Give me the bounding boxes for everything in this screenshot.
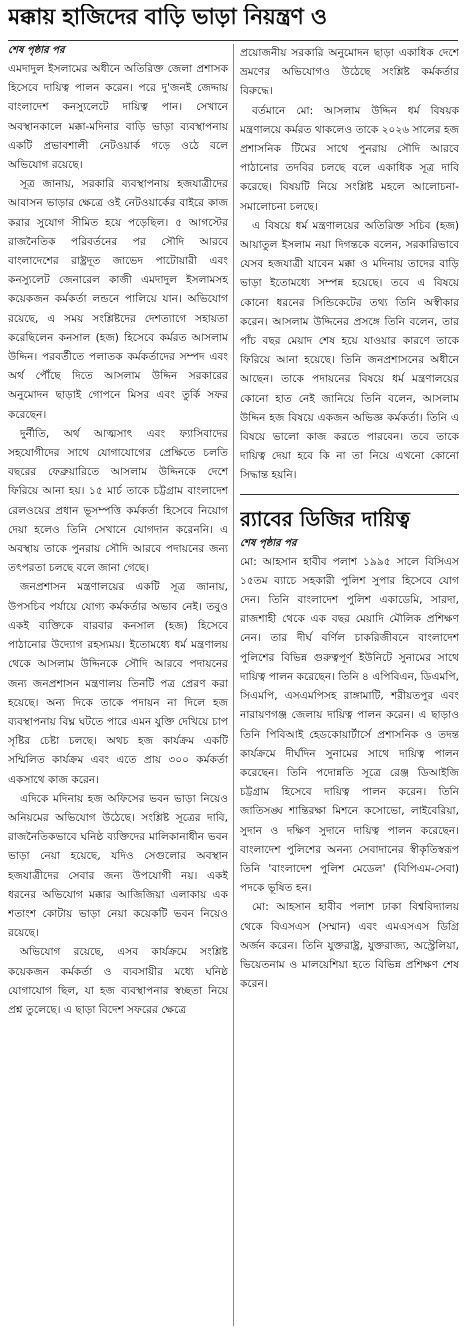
- sub-body-paragraph: মো: আহসান হাবীব পলাশ ১৯৯৫ সালে বিসিএস ১৫তম ব্যাচে সহকারী পুলিশ সুপার হিসেবে যোগ দেন। তিনি বাংলাদেশ পুলিশ একাডেমি, সারদা, রাজশাহী থেকে এক বছর মেয়াদি মৌলিক প্রশিক্ষণ নেন। তার দীর্ঘ বর্ণিল চাকরিজীবনে বাংলাদেশ পুলিশের বিভিন্ন গুরুত্বপূর্ণ ইউনিটে সুনামের সাথে দায়িত্ব পালন করেছেন। তিনি ৪ এপিবিএন, ডিএমপি, সিএমপি, এসএমপিসহ রাঙ্গামাটি, শরীয়তপুর এবং নারায়ণগঞ্জ জেলায় দায়িত্ব পালন করেন। এ ছাড়াও তিনি পিবিআই হেডকোয়ার্টার্সে প্রশাসনিক ও তদন্ত কার্যক্রমে দীর্ঘদিন সুনামের সাথে দায়িত্ব পালন করেছেন। তিনি পদোন্নতি সূত্রে রেঞ্জ ডিআইজি চট্টগ্রাম হিসেবে দায়িত্ব পালন করেন। তিনি জাতিসঙ্ঘ শান্তিরক্ষা মিশনে কসোভো, লাইবেরিয়া, সুদান ও দক্ষিণ সুদানে দায়িত্ব পালন করেছেন। বাংলাদেশ পুলিশের অনন্য সেবাদানের স্বীকৃতিস্বরূপ তিনি 'বাংলাদেশ পুলিশ মেডেল' (বিপিএম-সেবা) পদকে ভূষিত হন।: [240, 555, 459, 895]
- body-paragraph: জনপ্রশাসন মন্ত্রণালয়ের একটি সূত্র জানায়, উপসচিব পর্যায়ে যোগ্য কর্মকর্তার অভাব নেই। তবুও একই ব্যক্তিকে বারবার কনসাল (হজ) হিসেবে পাঠানোর উদ্যোগ রহস্যময়। ইতোমধ্যে ধর্ম মন্ত্রণালয় থেকে আসলাম উদ্দিনকে সৌদি আরবে পদায়নের জন্য জনপ্রশাসন মন্ত্রণালয় তিনটি পত্র প্রেরণ করা হয়েছে। অন্য দিকে তাকে পদায়ন না দিলে হজ ব্যবস্থাপনায় বিঘ্ন ঘটতে পারে এমন যুক্তি দেখিয়ে চাপ সৃষ্টির চেষ্টা চলছে। অথচ হজ কার্যক্রম একটি সম্মিলিত কার্যক্রম এবং এতে প্রায় ৩০০ কর্মকর্তা একসাথে কাজ করেন।: [8, 581, 228, 786]
- body-paragraph: এমদাদুল ইসলামের অধীনে অতিরিক্ত জেলা প্রশাসক হিসেবে দায়িত্ব পালন করেন। পরে দু'জনই জেদ্দায় বাংলাদেশ কনস্যুলেটে দায়িত্ব পান। সেখানে অবস্থানকালে মক্কা-মদিনার বাড়ি ভাড়া ব্যবস্থাপনায় একটি প্রভাবশালী নেটওয়ার্ক গড়ে ওঠে বলে অভিযোগ রয়েছে।: [8, 63, 228, 172]
- body-paragraph: এ বিষয়ে ধর্ম মন্ত্রণালয়ের অতিরিক্ত সচিব (হজ) আয়াতুল ইসলাম নয়া দিগন্তকে বলেন, সরকারিভাবে যেসব হজযাত্রী যাবেন মক্কা ও মদিনায় তাদের বাড়ি ভাড়া ইতোমধ্যে সম্পন্ন হয়েছে। তবে এ বিষয়ে কোনো ধরনের সিন্ডিকেটের তথ্য তিনি অস্বীকার করেন। আসলাম উদ্দিনের প্রসঙ্গে তিনি বলেন, তার পাঁচ বছর মেয়াদ শেষ হয়ে যাওয়ার কারণে তাকে ফিরিয়ে আনা হয়েছে। তিনি জনপ্রশাসনের অধীনে আছেন। তাকে পদায়নের বিষয়ে ধর্ম মন্ত্রণালয়ের কোনো হাত নেই জানিয়ে তিনি বলেন, আসলাম উদ্দিন হজ বিষয়ে একজন অভিজ্ঞ কর্মকর্তা। তিনি এ বিষয়ে ভালো কাজ করতে পারবেন। তবে তাকে দায়িত্ব দেয়া হবে কি না তা নিয়ে এখনো কোনো সিদ্ধান্ত হয়নি।: [240, 219, 459, 482]
- sub-article-divider: [240, 494, 459, 495]
- body-paragraph: প্রয়োজনীয় সরকারি অনুমোদন ছাড়া একাধিক দেশে ভ্রমণের অভিযোগও উঠেছে সংশ্লিষ্ট কর্মকর্তার বিরুদ্ধে।: [240, 47, 459, 98]
- sub-article-byline: শেষ পৃষ্ঠার পর: [240, 537, 297, 549]
- sub-body-paragraph: মো: আহসান হাবীব পলাশ ঢাকা বিশ্ববিদ্যালয় থেকে বিএসএস (সম্মান) এবং এমএসএস ডিগ্রি অর্জন করেন। তিনি যুক্তরাষ্ট্র, যুক্তরাজ্য, অস্ট্রেলিয়া, ভিয়েতনাম ও মালয়েশিয়া হতে বিভিন্ন প্রশিক্ষণ শেষ করেন।: [240, 901, 459, 991]
- body-paragraph: সূত্র জানায়, সরকারি ব্যবস্থাপনায় হজযাত্রীদের আবাসন ভাড়ার ক্ষেত্রে ওই নেটওয়ার্কের বাইরে কাজ করার সুযোগ সীমিত হয়ে পড়েছিল। ৫ আগস্টের রাজনৈতিক পরিবর্তনের পর সৌদি আরবে বাংলাদেশের রাষ্ট্রদূত জাভেদ পাটোয়ারী এবং কনস্যুলেট জেনারেল কাজী এমদাদুল ইসলামসহ কয়েকজন কর্মকর্তা লন্ডনে পালিয়ে যান। অভিযোগ রয়েছে, এ সময় সংশ্লিষ্টদের দেশত্যাগে সহায়তা করেছিলেন কনসাল (হজ) হিসেবে কর্মরত আসলাম উদ্দিন। পরবর্তীতে পলাতক কর্মকর্তাদের সম্পদ এবং অর্থ পৌঁছে দিতে আসলাম উদ্দিন সরকারের অনুমোদন ছাড়াই গোপনে মিসর এবং তুর্কি সফর করেছেন।: [8, 178, 228, 421]
- body-paragraph: দুর্নীতি, অর্থ আত্মসাৎ এবং ফ্যাসিবাদের সহযোগীদের সাথে যোগাযোগের প্রেক্ষিতে চলতি বছরের ফেব্রুয়ারিতে আসলাম উদ্দিনকে দেশে ফিরিয়ে আনা হয়। ১৫ মার্চ তাকে চট্টগ্রাম বাংলাদেশ রেলওয়ের প্রধান ভূসম্পত্তি কর্মকর্তা হিসেবে নিয়োগ দেয়া হলেও তিনি সেখানে যোগদান করেননি। এ অবস্থায় তাকে পুনরায় সৌদি আরবে পদায়নের জন্য তৎপরতা চলছে বলে জানা গেছে।: [8, 427, 228, 575]
- article-headline: মক্কায় হাজিদের বাড়ি ভাড়া নিয়ন্ত্রণ ও: [8, 5, 327, 30]
- headline-divider: [8, 40, 458, 41]
- body-paragraph: এদিকে মদিনায় হজ অফিসের ভবন ভাড়া নিয়েও অনিয়মের অভিযোগ উঠেছে। সংশ্লিষ্ট সূত্রের দাবি, রাজনৈতিকভাবে ঘনিষ্ঠ ব্যক্তিদের মালিকানাধীন ভবন ভাড়া নেয়া হয়েছে, যদিও সেগুলোর অবস্থান হজযাত্রীদের সেবার জন্য উপযোগী নয়। একই ধরনের অভিযোগ মক্কার আজিজিয়া এলাকায় এক শতাংশ কোটায় ভাড়া নেয়া কয়েকটি ভবন নিয়েও রয়েছে।: [8, 792, 228, 940]
- continuation-byline: শেষ পৃষ্ঠার পর: [8, 45, 65, 56]
- body-paragraph: বর্তমানে মো: আসলাম উদ্দিন ধর্ম বিষয়ক মন্ত্রণালয়ে কর্মরত থাকলেও তাকে ২০২৬ সালের হজ প্রশাসনিক টিমের সাথে পুনরায় সৌদি আরবে পাঠানোর তদবির চলছে বলে একাধিক সূত্র দাবি করেছে। বিষয়টি নিয়ে সংশ্লিষ্ট মহলে আলোচনা-সমালোচনা চলছে।: [240, 104, 459, 213]
- right-column: [240, 44, 459, 1326]
- sub-article-headline: র‌্যাবের ডিজির দায়িত্ব: [240, 506, 410, 531]
- column-divider: [233, 44, 234, 1326]
- left-column: [8, 44, 228, 1326]
- body-paragraph: অভিযোগ রয়েছে, এসব কার্যক্রমে সংশ্লিষ্ট কয়েকজন কর্মকর্তা ও ব্যবসায়ীর মধ্যে ঘনিষ্ঠ যোগাযোগ ছিল, যা হজ ব্যবস্থাপনার স্বচ্ছতা নিয়ে প্রশ্ন তুলেছে। এ ছাড়া বিদেশ সফরের ক্ষেত্রে: [8, 946, 228, 1016]
